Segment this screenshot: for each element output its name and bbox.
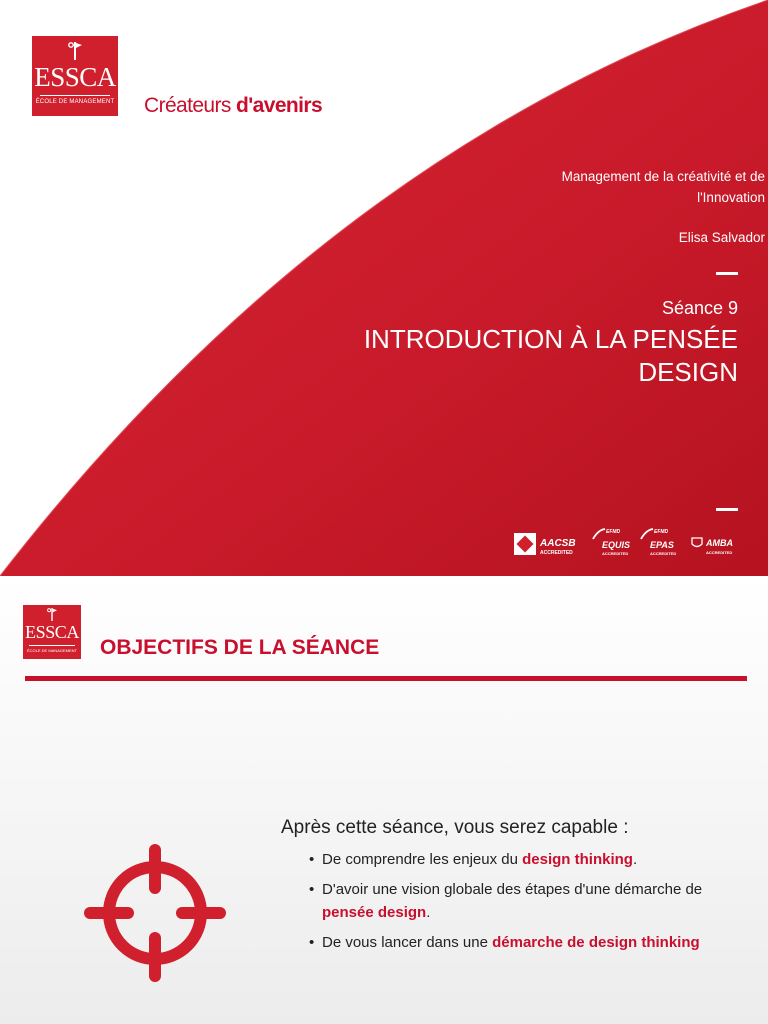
aacsb-icon <box>514 533 536 555</box>
tagline <box>144 94 322 118</box>
logo-divider <box>40 95 110 96</box>
efmd-swoosh-icon <box>592 528 606 540</box>
course-line-2: l'Innovation <box>697 190 765 205</box>
flag-key-icon-small <box>47 608 57 621</box>
bullet-text: D'avoir une vision globale des étapes d'une démarche de <box>322 881 703 898</box>
target-crosshair-icon <box>80 838 230 988</box>
flag-key-icon <box>68 42 82 60</box>
session-number: Séance 9 <box>661 298 738 318</box>
course-line-1: Management de la créativité et de <box>561 169 765 184</box>
logo-word: ESSCA <box>34 62 116 92</box>
tagline-bold: d'avenirs <box>236 94 323 117</box>
logo-word-small: ESSCA <box>24 622 80 642</box>
equis-label: EQUIS <box>602 540 631 550</box>
efmd-label: EFMD <box>606 529 621 535</box>
aacsb-sub: ACCREDITED <box>540 550 573 556</box>
heading-rule <box>25 676 747 681</box>
amba-sub: ACCREDITED <box>706 550 733 555</box>
list-item <box>309 848 729 871</box>
objectives-list <box>309 848 729 961</box>
bullet-highlight: design thinking <box>522 851 633 868</box>
divider-dash-top <box>716 272 738 275</box>
bullet-text: De vous lancer dans une <box>322 934 493 951</box>
objectives-slide <box>0 576 768 1024</box>
epas-sub: ACCREDITED <box>650 551 677 556</box>
author-name: Elisa Salvador <box>678 230 765 245</box>
accreditation-logos <box>514 524 744 560</box>
equis-sub: ACCREDITED <box>602 551 629 556</box>
divider-dash-bottom <box>716 508 738 511</box>
logo-subtitle: ÉCOLE DE MANAGEMENT <box>35 99 115 105</box>
essca-logo <box>32 36 118 116</box>
efmd-swoosh-icon-2 <box>640 528 654 540</box>
logo-divider-small <box>29 645 75 646</box>
logo-subtitle-small: ÉCOLE DE MANAGEMENT <box>26 648 77 653</box>
bullet-text: De comprendre les enjeux du <box>322 851 523 868</box>
aacsb-label: AACSB <box>540 538 576 549</box>
essca-logo-small <box>23 605 81 659</box>
epas-label: EPAS <box>650 540 674 550</box>
amba-crest-icon <box>690 536 704 550</box>
course-name <box>465 166 765 208</box>
presentation-title <box>318 323 738 389</box>
amba-label: AMBA <box>706 538 733 548</box>
bullet-highlight: pensée design <box>322 904 427 921</box>
list-item <box>309 878 729 924</box>
slide-heading: OBJECTIFS DE LA SÉANCE <box>100 636 380 659</box>
bullet-text-end: . <box>632 851 638 868</box>
tagline-regular: Créateurs <box>144 94 237 117</box>
title-line-2: DESIGN <box>638 357 738 387</box>
list-item <box>309 931 729 954</box>
efmd-label-2: EFMD <box>654 529 669 535</box>
bullet-text-end: . <box>426 904 431 921</box>
bullet-highlight: démarche de design thinking <box>492 934 700 951</box>
title-line-1: INTRODUCTION À LA PENSÉE <box>363 324 738 354</box>
objectives-intro: Après cette séance, vous serez capable : <box>281 817 629 838</box>
